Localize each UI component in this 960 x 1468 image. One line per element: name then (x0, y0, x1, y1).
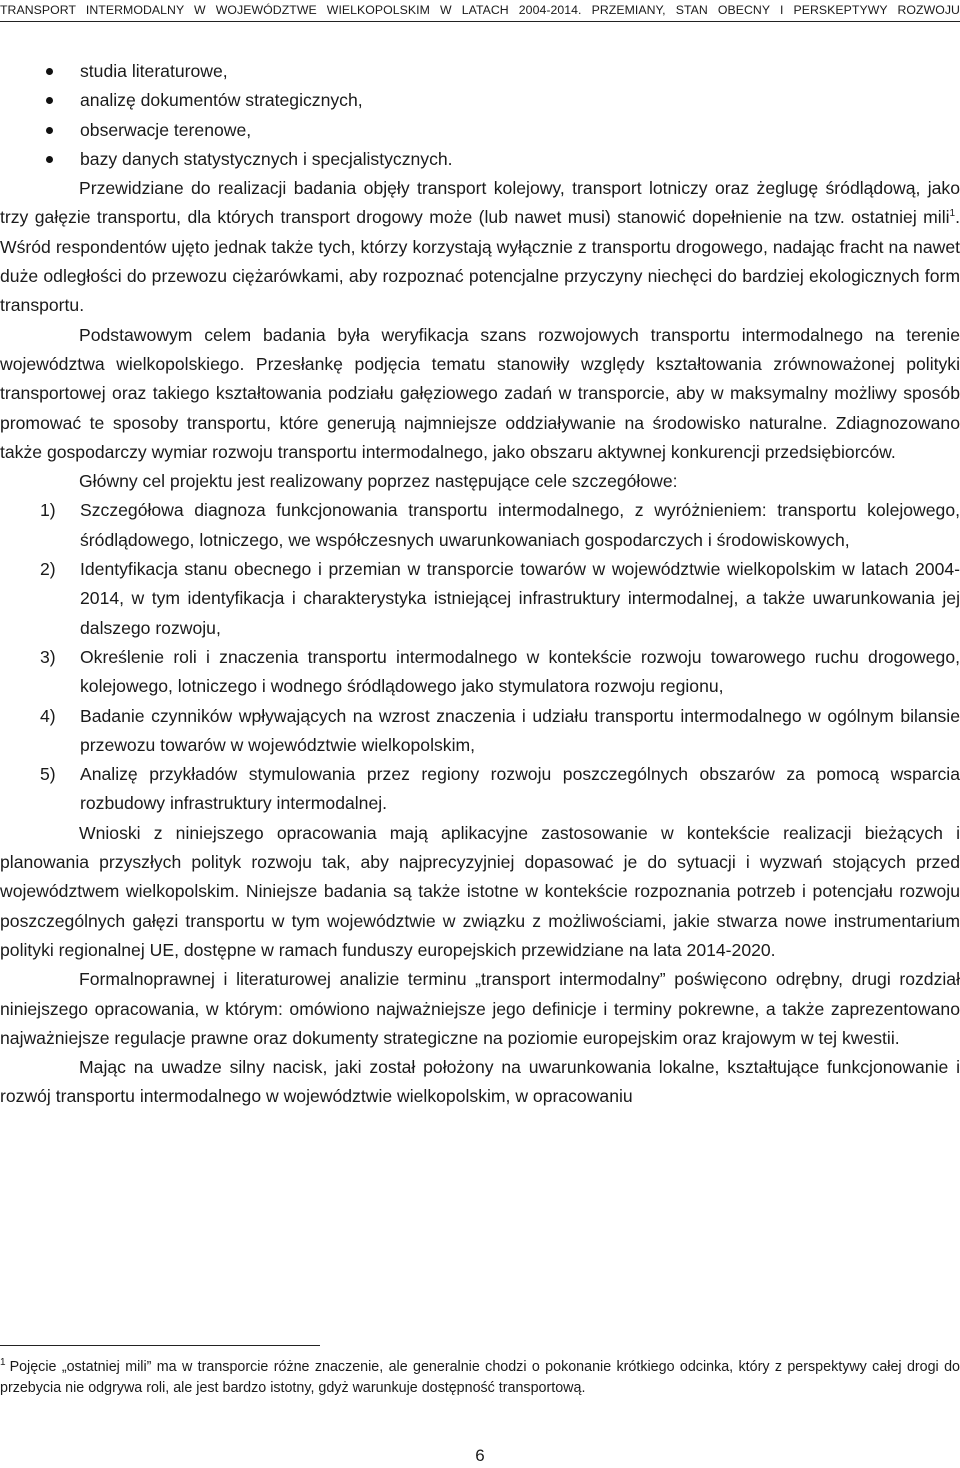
running-header: TRANSPORT INTERMODALNY W WOJEWÓDZTWE WIELKOPOLSKIM W LATACH 2004-2014. PRZEMIANY, STAN OBECNY I PERSKEPTYWY ROZWOJU (0, 3, 960, 17)
list-item: studia literaturowe, (0, 57, 960, 86)
footnote-rule (0, 1345, 320, 1346)
bullet-icon (46, 156, 53, 163)
paragraph-legal-analysis: Formalnoprawnej i literaturowej analizie terminu „transport intermodalny” poświęcono odrębny, drugi rozdział niniejszego opracowania, w którym: omówiono najważniejsze jego definicje i terminy pokrewne, a także zaprezentowano najważniejsze regulacje prawne oraz dokumenty strategiczne na poziomie europejskim oraz krajowym w tej kwestii. (0, 969, 960, 1048)
objective-item: 1) Szczegółowa diagnoza funkcjonowania transportu intermodalnego, z wyróżnieniem: transportu kolejowego, śródlądowego, lotniczego, we współczesnych uwarunkowaniach gospodarczych i środowiskowych, (40, 500, 960, 550)
paragraph-goal: Podstawowym celem badania była weryfikacja szans rozwojowych transportu intermodalnego na terenie województwa wielkopolskiego. Przesłankę podjęcia tematu stanowiły względy kształtowania zrównoważonej polityki transportowej oraz takiego kształtowania podziału gałęziowego zadań w transporcie, aby w maksymalny możliwy sposób promować te sposoby transportu, które generują najmniejsze oddziaływanie na środowisko naturalne. Zdiagnozowano także gospodarczy wymiar rozwoju transportu intermodalnego, jako obszaru aktywnej konkurencji przedsiębiorców. (0, 324, 960, 462)
methods-list (0, 57, 960, 174)
footnote-text: Pojęcie „ostatniej mili” ma w transporcie różne znaczenie, ale generalnie chodzi o pokonanie krótkiego odcinka, który z perspektywy całej drogi do przebycia nie odgrywa roli, ale jest bardzo istotny, gdyż warunkuje dostępność transportową. (0, 1359, 960, 1396)
objective-item: 2) Identyfikacja stanu obecnego i przemian w transporcie towarów w województwie wielkopolskim w latach 2004-2014, w tym identyfikacja i charakterystyka istniejącej infrastruktury intermodalnej, a także uwarunkowania jej dalszego rozwoju, (40, 559, 960, 638)
list-item: analizę dokumentów strategicznych, (0, 86, 960, 115)
paragraph-objectives-intro: Główny cel projektu jest realizowany poprzez następujące cele szczegółowe: (79, 471, 678, 492)
paragraph-scope: Przewidziane do realizacji badania objęły transport kolejowy, transport lotniczy oraz żeglugę śródlądową, jako trzy gałęzie transportu, dla których transport drogowy może (lub nawet musi) stanowić dopełnienie na tzw. ostatniej mili$^1$. Wśród respondentów ujęto jednak także tych, którzy korzystają wyłącznie z transportu drogowego, nadając fracht na nawet duże odległości do przewozu ciężarówkami, aby rozpoznać potencjalne przyczyny niechęci do bardziej ekologicznych form transportu. (0, 178, 960, 316)
list-item: bazy danych statystycznych i specjalistycznych. (0, 145, 960, 174)
page-body (0, 57, 960, 1112)
paragraph-conclusions: Wnioski z niniejszego opracowania mają aplikacyjne zastosowanie w kontekście realizacji bieżących i planowania przyszłych polityk rozwoju tak, aby najprecyzyjniej dopasować je do sytuacji i wyzwań stojących przed województwem wielkopolskim. Niniejsze badania są także istotne w kontekście rozpoznania potrzeb i potencjału rozwoju poszczególnych gałęzi transportu w tym województwie w związku z możliwościami, jakie stwarza nowe instrumentarium polityki regionalnej UE, dostępne w ramach funduszy europejskich przewidziane na lata 2014-2020. (0, 822, 960, 960)
footnote-mark: 1 (0, 1357, 6, 1369)
objectives-list (0, 496, 960, 818)
header-rule (0, 21, 960, 22)
footnote-reference[interactable]: 1 (949, 208, 956, 220)
objective-item: 4) Badanie czynników wpływających na wzrost znaczenia i udziału transportu intermodalnego w ogólnym bilansie przewozu towarów w województwie wielkopolskim, (40, 705, 960, 755)
footnote (0, 1357, 960, 1399)
objective-item: 5) Analizę przykładów stymulowania przez regiony rozwoju poszczególnych obszarów za pomocą wsparcia rozbudowy infrastruktury intermodalnej. (40, 764, 960, 814)
bullet-icon (46, 127, 53, 134)
paragraph-local-conditions: Mając na uwadze silny nacisk, jaki został położony na uwarunkowania lokalne, kształtujące funkcjonowanie i rozwój transportu intermodalnego w województwie wielkopolskim, w opracowaniu (0, 1057, 960, 1107)
bullet-icon (46, 97, 53, 104)
objective-item: 3) Określenie roli i znaczenia transportu intermodalnego w kontekście rozwoju towarowego ruchu drogowego, kolejowego, lotniczego i wodnego śródlądowego jako stymulatora rozwoju regionu, (40, 646, 960, 697)
bullet-icon (46, 68, 53, 75)
list-item: obserwacje terenowe, (0, 116, 960, 145)
page-number: 6 (475, 1446, 485, 1465)
